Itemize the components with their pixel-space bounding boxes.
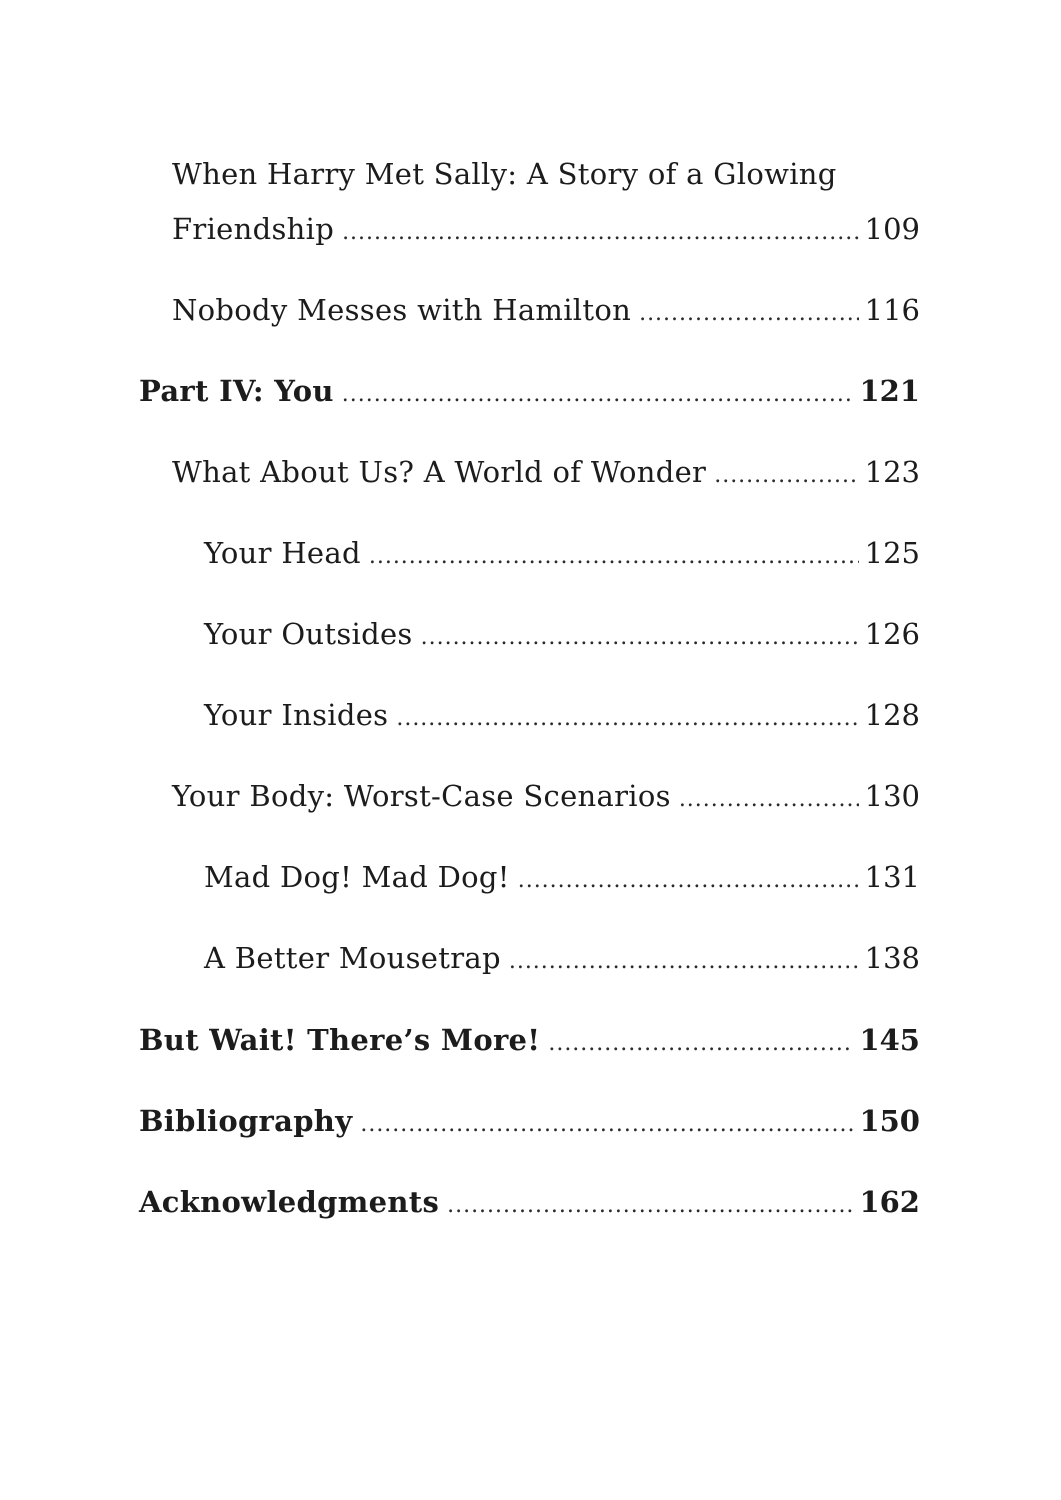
toc-entry-your-insides [204,697,920,737]
dot-leader [447,1184,853,1224]
toc-entry-part-iv [139,373,920,413]
toc-entry-but-wait [139,1022,920,1062]
dot-leader [679,778,859,818]
dot-leader [518,859,859,899]
toc-entry-mad-dog [204,859,920,899]
toc-entry-title: Acknowledgments [139,1185,440,1219]
toc-entry-title: Nobody Messes with Hamilton [172,293,632,327]
dot-leader [360,1103,853,1143]
toc-entry-your-body [172,778,920,818]
dot-leader [639,292,859,332]
toc-entry-your-head [204,535,920,575]
toc-entry-friendship [172,211,920,251]
toc-entry-title: Friendship [172,212,335,246]
toc-entry-when-harry-met-sally-line1 [172,156,837,192]
toc-entry-your-outsides [204,616,920,656]
toc-entry-acknowledgments [139,1184,920,1224]
toc-entry-nobody-messes-with-hamilton [172,292,920,332]
toc-entry-page: 123 [864,455,920,489]
toc-entry-page: 150 [859,1104,920,1138]
toc-entry-title: When Harry Met Sally: A Story of a Glowing [172,157,837,191]
dot-leader [548,1022,853,1062]
dot-leader [396,697,858,737]
toc-entry-page: 128 [864,698,920,732]
toc-entry-title: But Wait! There’s More! [139,1023,541,1057]
toc-entry-title: Your Outsides [204,617,413,651]
toc-entry-title: Part IV: You [139,374,334,408]
toc-entry-page: 116 [864,293,920,327]
toc-entry-title: Mad Dog! Mad Dog! [204,860,510,894]
toc-entry-title: What About Us? A World of Wonder [172,455,707,489]
toc-entry-title: A Better Mousetrap [204,941,501,975]
toc-entry-bibliography [139,1103,920,1143]
dot-leader [509,940,859,980]
dot-leader [342,211,859,251]
toc-entry-title: Your Insides [204,698,389,732]
dot-leader [342,373,854,413]
toc-entry-page: 138 [864,941,920,975]
dot-leader [714,454,858,494]
toc-entry-page: 130 [864,779,920,813]
dot-leader [421,616,859,656]
toc-entry-page: 109 [864,212,920,246]
dot-leader [369,535,859,575]
toc-entry-title: Bibliography [139,1104,353,1138]
toc-entry-title: Your Head [204,536,361,570]
toc-entry-title: Your Body: Worst-Case Scenarios [172,779,671,813]
toc-entry-page: 145 [859,1023,920,1057]
toc-entry-page: 121 [859,374,920,408]
toc-entry-page: 125 [864,536,920,570]
toc-entry-what-about-us [172,454,920,494]
toc-entry-page: 162 [859,1185,920,1219]
toc-entry-page: 126 [864,617,920,651]
toc-entry-page: 131 [864,860,920,894]
toc-entry-a-better-mousetrap [204,940,920,980]
